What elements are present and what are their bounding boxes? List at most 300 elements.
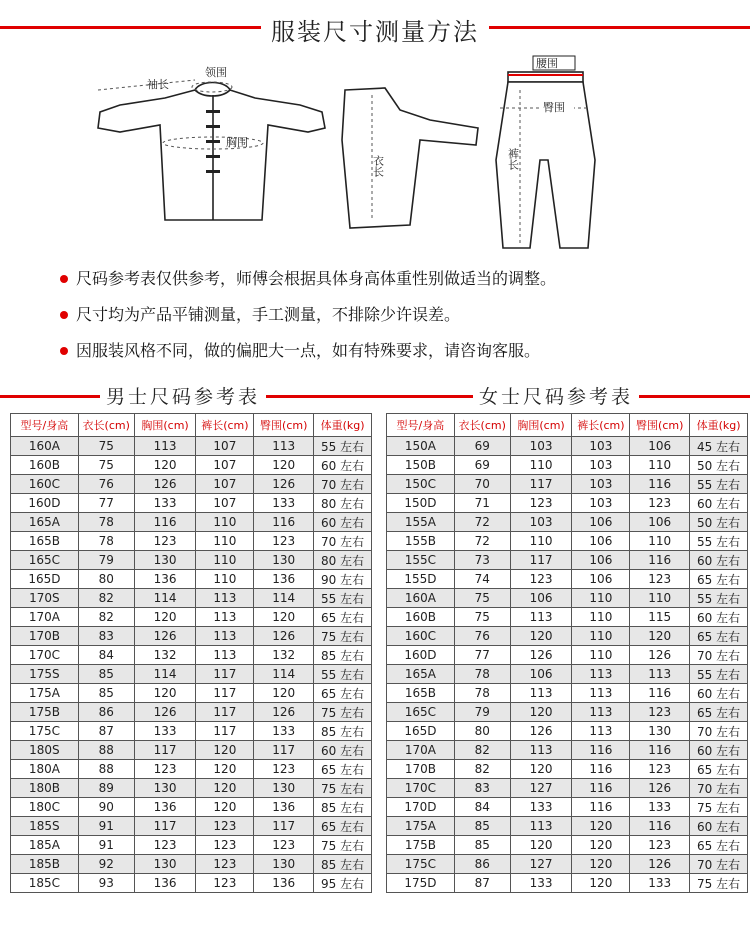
table-cell: 106	[630, 437, 690, 456]
table-row	[11, 703, 372, 722]
table-cell: 113	[630, 665, 690, 684]
table-cell: 75	[454, 589, 510, 608]
column-header: 臀围(cm)	[630, 414, 690, 437]
column-header: 衣长(cm)	[78, 414, 134, 437]
table-cell: 60 左右	[690, 608, 748, 627]
men-table-title: 男士尺码参考表	[100, 382, 266, 409]
table-row	[387, 494, 748, 513]
table-cell: 133	[254, 722, 314, 741]
table-cell: 85	[454, 817, 510, 836]
table-cell: 126	[254, 475, 314, 494]
table-cell: 120	[254, 456, 314, 475]
column-header: 型号/身高	[11, 414, 79, 437]
bullet-icon	[60, 275, 68, 283]
table-cell: 75	[78, 437, 134, 456]
table-cell: 136	[254, 874, 314, 893]
table-cell: 110	[510, 456, 572, 475]
table-cell: 80 左右	[314, 551, 372, 570]
table-cell: 175C	[387, 855, 455, 874]
table-cell: 83	[454, 779, 510, 798]
table-cell: 60 左右	[690, 494, 748, 513]
table-cell: 92	[78, 855, 134, 874]
table-cell: 133	[254, 494, 314, 513]
table-row	[387, 437, 748, 456]
table-cell: 132	[254, 646, 314, 665]
table-row	[387, 741, 748, 760]
table-row	[387, 513, 748, 532]
table-cell: 150C	[387, 475, 455, 494]
table-cell: 110	[630, 532, 690, 551]
table-cell: 55 左右	[314, 437, 372, 456]
table-cell: 85 左右	[314, 646, 372, 665]
table-cell: 110	[196, 513, 254, 532]
table-cell: 60 左右	[314, 513, 372, 532]
table-row	[387, 703, 748, 722]
table-cell: 117	[196, 722, 254, 741]
table-cell: 70 左右	[690, 646, 748, 665]
table-cell: 107	[196, 456, 254, 475]
table-cell: 87	[78, 722, 134, 741]
table-row	[387, 684, 748, 703]
table-cell: 160B	[387, 608, 455, 627]
table-cell: 106	[510, 589, 572, 608]
table-cell: 85	[78, 684, 134, 703]
table-cell: 65 左右	[690, 760, 748, 779]
table-cell: 165C	[387, 703, 455, 722]
table-cell: 160D	[387, 646, 455, 665]
table-cell: 155D	[387, 570, 455, 589]
table-cell: 82	[78, 589, 134, 608]
table-cell: 65 左右	[314, 684, 372, 703]
table-cell: 116	[254, 513, 314, 532]
table-cell: 80	[454, 722, 510, 741]
table-cell: 65 左右	[314, 817, 372, 836]
table-cell: 120	[510, 760, 572, 779]
table-cell: 95 左右	[314, 874, 372, 893]
table-cell: 120	[572, 855, 630, 874]
table-row	[11, 665, 372, 684]
table-row	[387, 760, 748, 779]
table-cell: 85 左右	[314, 798, 372, 817]
table-row	[387, 817, 748, 836]
table-cell: 70 左右	[690, 779, 748, 798]
table-cell: 71	[454, 494, 510, 513]
table-cell: 120	[134, 608, 196, 627]
table-row	[387, 779, 748, 798]
table-cell: 113	[196, 646, 254, 665]
table-cell: 165C	[11, 551, 79, 570]
table-cell: 114	[134, 665, 196, 684]
table-cell: 130	[134, 779, 196, 798]
table-row	[387, 836, 748, 855]
table-cell: 117	[254, 741, 314, 760]
table-cell: 110	[630, 456, 690, 475]
table-cell: 116	[572, 779, 630, 798]
table-row	[11, 646, 372, 665]
table-cell: 103	[510, 437, 572, 456]
table-row	[387, 456, 748, 475]
table-row	[11, 798, 372, 817]
table-cell: 110	[510, 532, 572, 551]
table-row	[11, 608, 372, 627]
table-cell: 103	[572, 494, 630, 513]
table-cell: 123	[196, 817, 254, 836]
table-cell: 185A	[11, 836, 79, 855]
table-row	[11, 456, 372, 475]
table-cell: 65 左右	[690, 836, 748, 855]
table-cell: 69	[454, 437, 510, 456]
jacket-side-figure	[342, 88, 478, 228]
table-cell: 116	[630, 684, 690, 703]
table-cell: 65 左右	[690, 570, 748, 589]
table-cell: 175S	[11, 665, 79, 684]
table-cell: 155C	[387, 551, 455, 570]
table-cell: 120	[630, 627, 690, 646]
table-cell: 75 左右	[690, 874, 748, 893]
table-cell: 110	[196, 532, 254, 551]
bullet-icon	[60, 311, 68, 319]
table-cell: 117	[510, 551, 572, 570]
waist-label: 腰围	[536, 57, 558, 70]
table-cell: 75	[454, 608, 510, 627]
table-row	[11, 437, 372, 456]
table-cell: 132	[134, 646, 196, 665]
table-row	[387, 646, 748, 665]
table-cell: 93	[78, 874, 134, 893]
table-cell: 123	[134, 836, 196, 855]
table-cell: 165A	[387, 665, 455, 684]
table-cell: 78	[78, 513, 134, 532]
measurement-diagram	[0, 50, 750, 265]
table-cell: 110	[196, 570, 254, 589]
column-header: 胸围(cm)	[134, 414, 196, 437]
table-cell: 123	[196, 836, 254, 855]
table-cell: 70	[454, 475, 510, 494]
table-cell: 160D	[11, 494, 79, 513]
table-cell: 116	[630, 475, 690, 494]
table-cell: 70 左右	[690, 722, 748, 741]
table-cell: 117	[134, 741, 196, 760]
chest-label: 胸围	[226, 136, 248, 149]
table-cell: 77	[78, 494, 134, 513]
table-cell: 114	[134, 589, 196, 608]
table-cell: 116	[134, 513, 196, 532]
table-cell: 113	[254, 437, 314, 456]
table-cell: 91	[78, 836, 134, 855]
table-cell: 113	[196, 627, 254, 646]
men-table-body	[11, 437, 372, 893]
table-cell: 120	[254, 608, 314, 627]
table-cell: 120	[134, 456, 196, 475]
table-cell: 123	[254, 836, 314, 855]
table-cell: 82	[454, 741, 510, 760]
table-cell: 74	[454, 570, 510, 589]
table-cell: 160A	[387, 589, 455, 608]
table-cell: 155A	[387, 513, 455, 532]
table-cell: 65 左右	[314, 760, 372, 779]
table-cell: 120	[510, 703, 572, 722]
table-row	[11, 817, 372, 836]
table-cell: 123	[510, 494, 572, 513]
table-cell: 133	[630, 798, 690, 817]
table-cell: 60 左右	[314, 456, 372, 475]
table-cell: 165B	[387, 684, 455, 703]
table-cell: 91	[78, 817, 134, 836]
table-cell: 90 左右	[314, 570, 372, 589]
table-cell: 123	[196, 855, 254, 874]
table-cell: 78	[454, 684, 510, 703]
table-cell: 82	[78, 608, 134, 627]
length-label: 衣长	[371, 155, 385, 177]
table-cell: 155B	[387, 532, 455, 551]
table-cell: 106	[572, 532, 630, 551]
table-row	[11, 475, 372, 494]
table-row	[11, 551, 372, 570]
table-cell: 120	[510, 627, 572, 646]
table-cell: 175A	[11, 684, 79, 703]
men-size-table	[10, 413, 372, 893]
table-cell: 123	[630, 760, 690, 779]
table-row	[387, 608, 748, 627]
table-cell: 106	[510, 665, 572, 684]
table-cell: 106	[572, 551, 630, 570]
table-cell: 126	[630, 646, 690, 665]
table-cell: 76	[78, 475, 134, 494]
table-cell: 107	[196, 437, 254, 456]
table-cell: 116	[572, 798, 630, 817]
table-cell: 73	[454, 551, 510, 570]
table-cell: 180A	[11, 760, 79, 779]
table-cell: 60 左右	[314, 741, 372, 760]
table-cell: 78	[78, 532, 134, 551]
page-title: 服装尺寸测量方法	[0, 12, 750, 47]
table-cell: 75	[78, 456, 134, 475]
table-cell: 120	[510, 836, 572, 855]
table-cell: 83	[78, 627, 134, 646]
table-cell: 175B	[387, 836, 455, 855]
table-cell: 106	[572, 570, 630, 589]
column-header: 体重(kg)	[314, 414, 372, 437]
table-cell: 126	[510, 646, 572, 665]
table-cell: 150D	[387, 494, 455, 513]
table-cell: 55 左右	[314, 665, 372, 684]
table-cell: 170S	[11, 589, 79, 608]
table-cell: 60 左右	[690, 741, 748, 760]
table-cell: 106	[630, 513, 690, 532]
table-cell: 170A	[11, 608, 79, 627]
table-cell: 160C	[387, 627, 455, 646]
table-cell: 170B	[11, 627, 79, 646]
table-cell: 180B	[11, 779, 79, 798]
women-table-body	[387, 437, 748, 893]
table-cell: 126	[630, 779, 690, 798]
table-row	[11, 779, 372, 798]
table-cell: 65 左右	[690, 703, 748, 722]
table-cell: 113	[572, 684, 630, 703]
table-cell: 80	[78, 570, 134, 589]
table-cell: 55 左右	[690, 475, 748, 494]
table-row	[11, 760, 372, 779]
table-cell: 170D	[387, 798, 455, 817]
table-cell: 175B	[11, 703, 79, 722]
table-cell: 150B	[387, 456, 455, 475]
table-cell: 123	[134, 760, 196, 779]
column-header: 裤长(cm)	[196, 414, 254, 437]
table-cell: 114	[254, 589, 314, 608]
table-row	[387, 589, 748, 608]
table-cell: 82	[454, 760, 510, 779]
table-cell: 123	[196, 874, 254, 893]
table-header-row	[11, 414, 372, 437]
table-cell: 80 左右	[314, 494, 372, 513]
table-cell: 126	[134, 703, 196, 722]
column-header: 臀围(cm)	[254, 414, 314, 437]
table-cell: 113	[510, 608, 572, 627]
note-item: 因服装风格不同，做的偏肥大一点，如有特殊要求，请咨询客服。	[60, 342, 720, 378]
table-row	[11, 532, 372, 551]
table-cell: 110	[196, 551, 254, 570]
table-cell: 136	[134, 874, 196, 893]
table-cell: 120	[134, 684, 196, 703]
table-cell: 170C	[387, 779, 455, 798]
table-cell: 110	[572, 589, 630, 608]
table-cell: 123	[254, 760, 314, 779]
table-cell: 120	[572, 874, 630, 893]
table-cell: 113	[510, 817, 572, 836]
table-cell: 113	[572, 703, 630, 722]
table-row	[387, 551, 748, 570]
table-cell: 175A	[387, 817, 455, 836]
table-cell: 113	[134, 437, 196, 456]
table-row	[11, 513, 372, 532]
table-cell: 123	[510, 570, 572, 589]
table-cell: 136	[134, 798, 196, 817]
women-table-title: 女士尺码参考表	[473, 382, 639, 409]
table-cell: 55 左右	[690, 532, 748, 551]
table-cell: 116	[572, 741, 630, 760]
table-cell: 185B	[11, 855, 79, 874]
bullet-icon	[60, 347, 68, 355]
table-cell: 160C	[11, 475, 79, 494]
women-size-table	[386, 413, 748, 893]
table-cell: 103	[572, 456, 630, 475]
table-cell: 123	[630, 703, 690, 722]
table-cell: 88	[78, 741, 134, 760]
table-cell: 113	[510, 684, 572, 703]
table-cell: 117	[134, 817, 196, 836]
table-cell: 69	[454, 456, 510, 475]
table-cell: 50 左右	[690, 513, 748, 532]
table-cell: 75 左右	[690, 798, 748, 817]
table-cell: 79	[78, 551, 134, 570]
table-cell: 180C	[11, 798, 79, 817]
table-row	[387, 532, 748, 551]
table-cell: 170A	[387, 741, 455, 760]
table-cell: 114	[254, 665, 314, 684]
table-cell: 60 左右	[690, 551, 748, 570]
table-cell: 130	[254, 779, 314, 798]
table-cell: 60 左右	[690, 817, 748, 836]
column-header: 体重(kg)	[690, 414, 748, 437]
table-cell: 165A	[11, 513, 79, 532]
table-cell: 75 左右	[314, 836, 372, 855]
table-row	[387, 722, 748, 741]
table-cell: 116	[572, 760, 630, 779]
table-row	[11, 874, 372, 893]
table-cell: 103	[572, 437, 630, 456]
table-row	[11, 494, 372, 513]
table-cell: 126	[630, 855, 690, 874]
table-cell: 185C	[11, 874, 79, 893]
table-cell: 120	[254, 684, 314, 703]
table-cell: 133	[134, 722, 196, 741]
table-cell: 45 左右	[690, 437, 748, 456]
table-cell: 65 左右	[690, 627, 748, 646]
table-cell: 120	[572, 817, 630, 836]
table-cell: 76	[454, 627, 510, 646]
column-header: 胸围(cm)	[510, 414, 572, 437]
table-cell: 116	[630, 817, 690, 836]
table-cell: 120	[196, 779, 254, 798]
table-cell: 116	[630, 551, 690, 570]
table-row	[387, 855, 748, 874]
table-cell: 70 左右	[314, 532, 372, 551]
table-cell: 84	[78, 646, 134, 665]
table-cell: 85	[454, 836, 510, 855]
note-item: 尺寸均为产品平铺测量，手工测量，不排除少许误差。	[60, 306, 720, 342]
table-cell: 175D	[387, 874, 455, 893]
table-cell: 133	[630, 874, 690, 893]
table-cell: 85	[78, 665, 134, 684]
table-cell: 126	[134, 475, 196, 494]
pants-length-label: 裤长	[506, 148, 520, 170]
table-cell: 123	[630, 836, 690, 855]
table-cell: 89	[78, 779, 134, 798]
table-cell: 123	[254, 532, 314, 551]
table-cell: 160B	[11, 456, 79, 475]
collar-label: 领围	[205, 66, 227, 79]
table-cell: 72	[454, 532, 510, 551]
table-cell: 60 左右	[690, 684, 748, 703]
table-cell: 130	[254, 855, 314, 874]
table-cell: 113	[572, 722, 630, 741]
table-cell: 123	[630, 494, 690, 513]
table-cell: 136	[254, 798, 314, 817]
table-cell: 133	[510, 798, 572, 817]
table-row	[11, 836, 372, 855]
table-cell: 133	[134, 494, 196, 513]
table-cell: 120	[196, 741, 254, 760]
table-cell: 86	[454, 855, 510, 874]
table-cell: 55 左右	[690, 589, 748, 608]
table-cell: 180S	[11, 741, 79, 760]
table-cell: 75 左右	[314, 779, 372, 798]
table-row	[387, 570, 748, 589]
table-cell: 117	[196, 703, 254, 722]
table-row	[11, 589, 372, 608]
table-cell: 75 左右	[314, 703, 372, 722]
table-cell: 50 左右	[690, 456, 748, 475]
table-cell: 130	[134, 855, 196, 874]
table-cell: 165B	[11, 532, 79, 551]
table-cell: 72	[454, 513, 510, 532]
table-cell: 115	[630, 608, 690, 627]
table-row	[387, 798, 748, 817]
table-row	[11, 684, 372, 703]
table-cell: 165D	[387, 722, 455, 741]
table-cell: 88	[78, 760, 134, 779]
table-row	[387, 874, 748, 893]
